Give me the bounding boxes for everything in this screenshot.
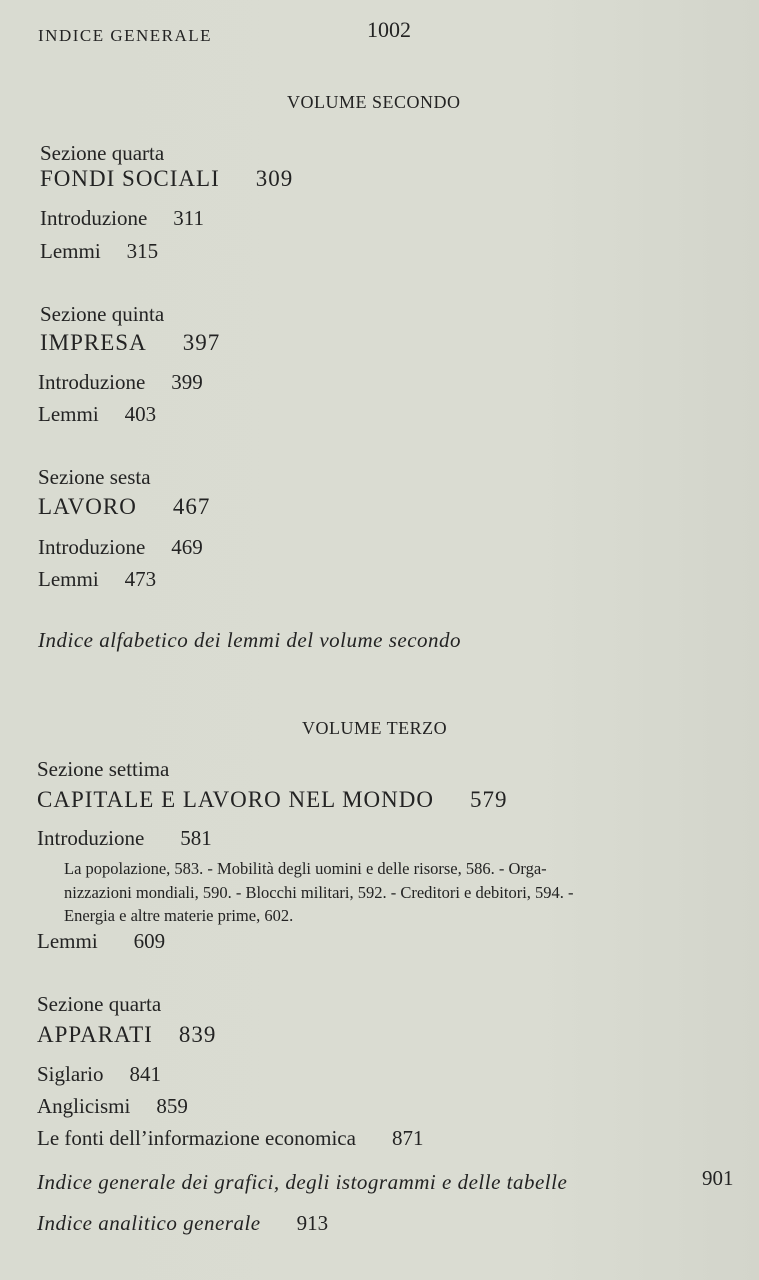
volume-title: VOLUME SECONDO	[287, 92, 461, 112]
page-ref: 309	[255, 166, 294, 191]
page-ref: 839	[178, 1022, 217, 1047]
page-ref: 399	[171, 370, 203, 394]
toc-entry: Siglario 841	[37, 1062, 161, 1086]
section-title: LAVORO 467	[38, 494, 211, 519]
subentry-line: nizzazioni mondiali, 590. - Blocchi militari, 592. - Creditori e debitori, 594. -	[64, 883, 574, 902]
page-ref: 913	[296, 1211, 329, 1235]
page-ref: 609	[133, 929, 166, 953]
page-number: 1002	[367, 17, 411, 42]
page-ref: 403	[124, 402, 157, 426]
toc-entry: Lemmi 473	[38, 567, 157, 591]
page-ref: 581	[180, 826, 212, 850]
toc-entry: Introduzione 399	[38, 370, 203, 394]
page-ref: 397	[182, 330, 221, 355]
index-entry: Indice alfabetico dei lemmi del volume secondo	[38, 628, 462, 652]
toc-entry: Lemmi 315	[40, 239, 159, 263]
volume-title: VOLUME TERZO	[302, 718, 448, 738]
page-ref: 901	[702, 1166, 734, 1190]
toc-entry: Anglicismi 859	[37, 1094, 188, 1118]
section-label: Sezione quarta	[40, 141, 165, 165]
page-ref: 467	[172, 494, 211, 519]
section-label: Sezione settima	[37, 757, 170, 781]
section-label: Sezione quinta	[40, 302, 165, 326]
subentry-line: Energia e altre materie prime, 602.	[64, 906, 294, 925]
page-ref: 841	[129, 1062, 161, 1086]
page-ref: 315	[126, 239, 159, 263]
index-entry: Indice generale dei grafici, degli istogrammi e delle tabelle	[37, 1170, 568, 1194]
page-ref: 311	[173, 206, 205, 230]
section-title: IMPRESA 397	[40, 330, 221, 355]
running-title: INDICE GENERALE	[38, 26, 213, 45]
index-entry: Indice analitico generale 913	[37, 1211, 329, 1235]
page-ref: 473	[124, 567, 157, 591]
page-ref: 871	[391, 1126, 424, 1150]
section-title: FONDI SOCIALI 309	[40, 166, 294, 191]
toc-entry: Introduzione 581	[37, 826, 212, 850]
section-label: Sezione sesta	[38, 465, 151, 489]
toc-entry: Introduzione 311	[40, 206, 205, 230]
toc-entry: Le fonti dell’informazione economica 871	[37, 1126, 424, 1150]
toc-entry: Lemmi 403	[38, 402, 157, 426]
section-title: APPARATI 839	[37, 1022, 217, 1047]
section-label: Sezione quarta	[37, 992, 162, 1016]
toc-entry: Introduzione 469	[38, 535, 203, 559]
subentry-line: La popolazione, 583. - Mobilità degli uomini e delle risorse, 586. - Orga-	[64, 859, 547, 878]
page-ref: 859	[156, 1094, 188, 1118]
toc-entry: Lemmi 609	[37, 929, 166, 953]
page-ref: 579	[469, 787, 508, 812]
page-ref: 469	[171, 535, 203, 559]
section-title: CAPITALE E LAVORO NEL MONDO 579	[37, 787, 508, 812]
